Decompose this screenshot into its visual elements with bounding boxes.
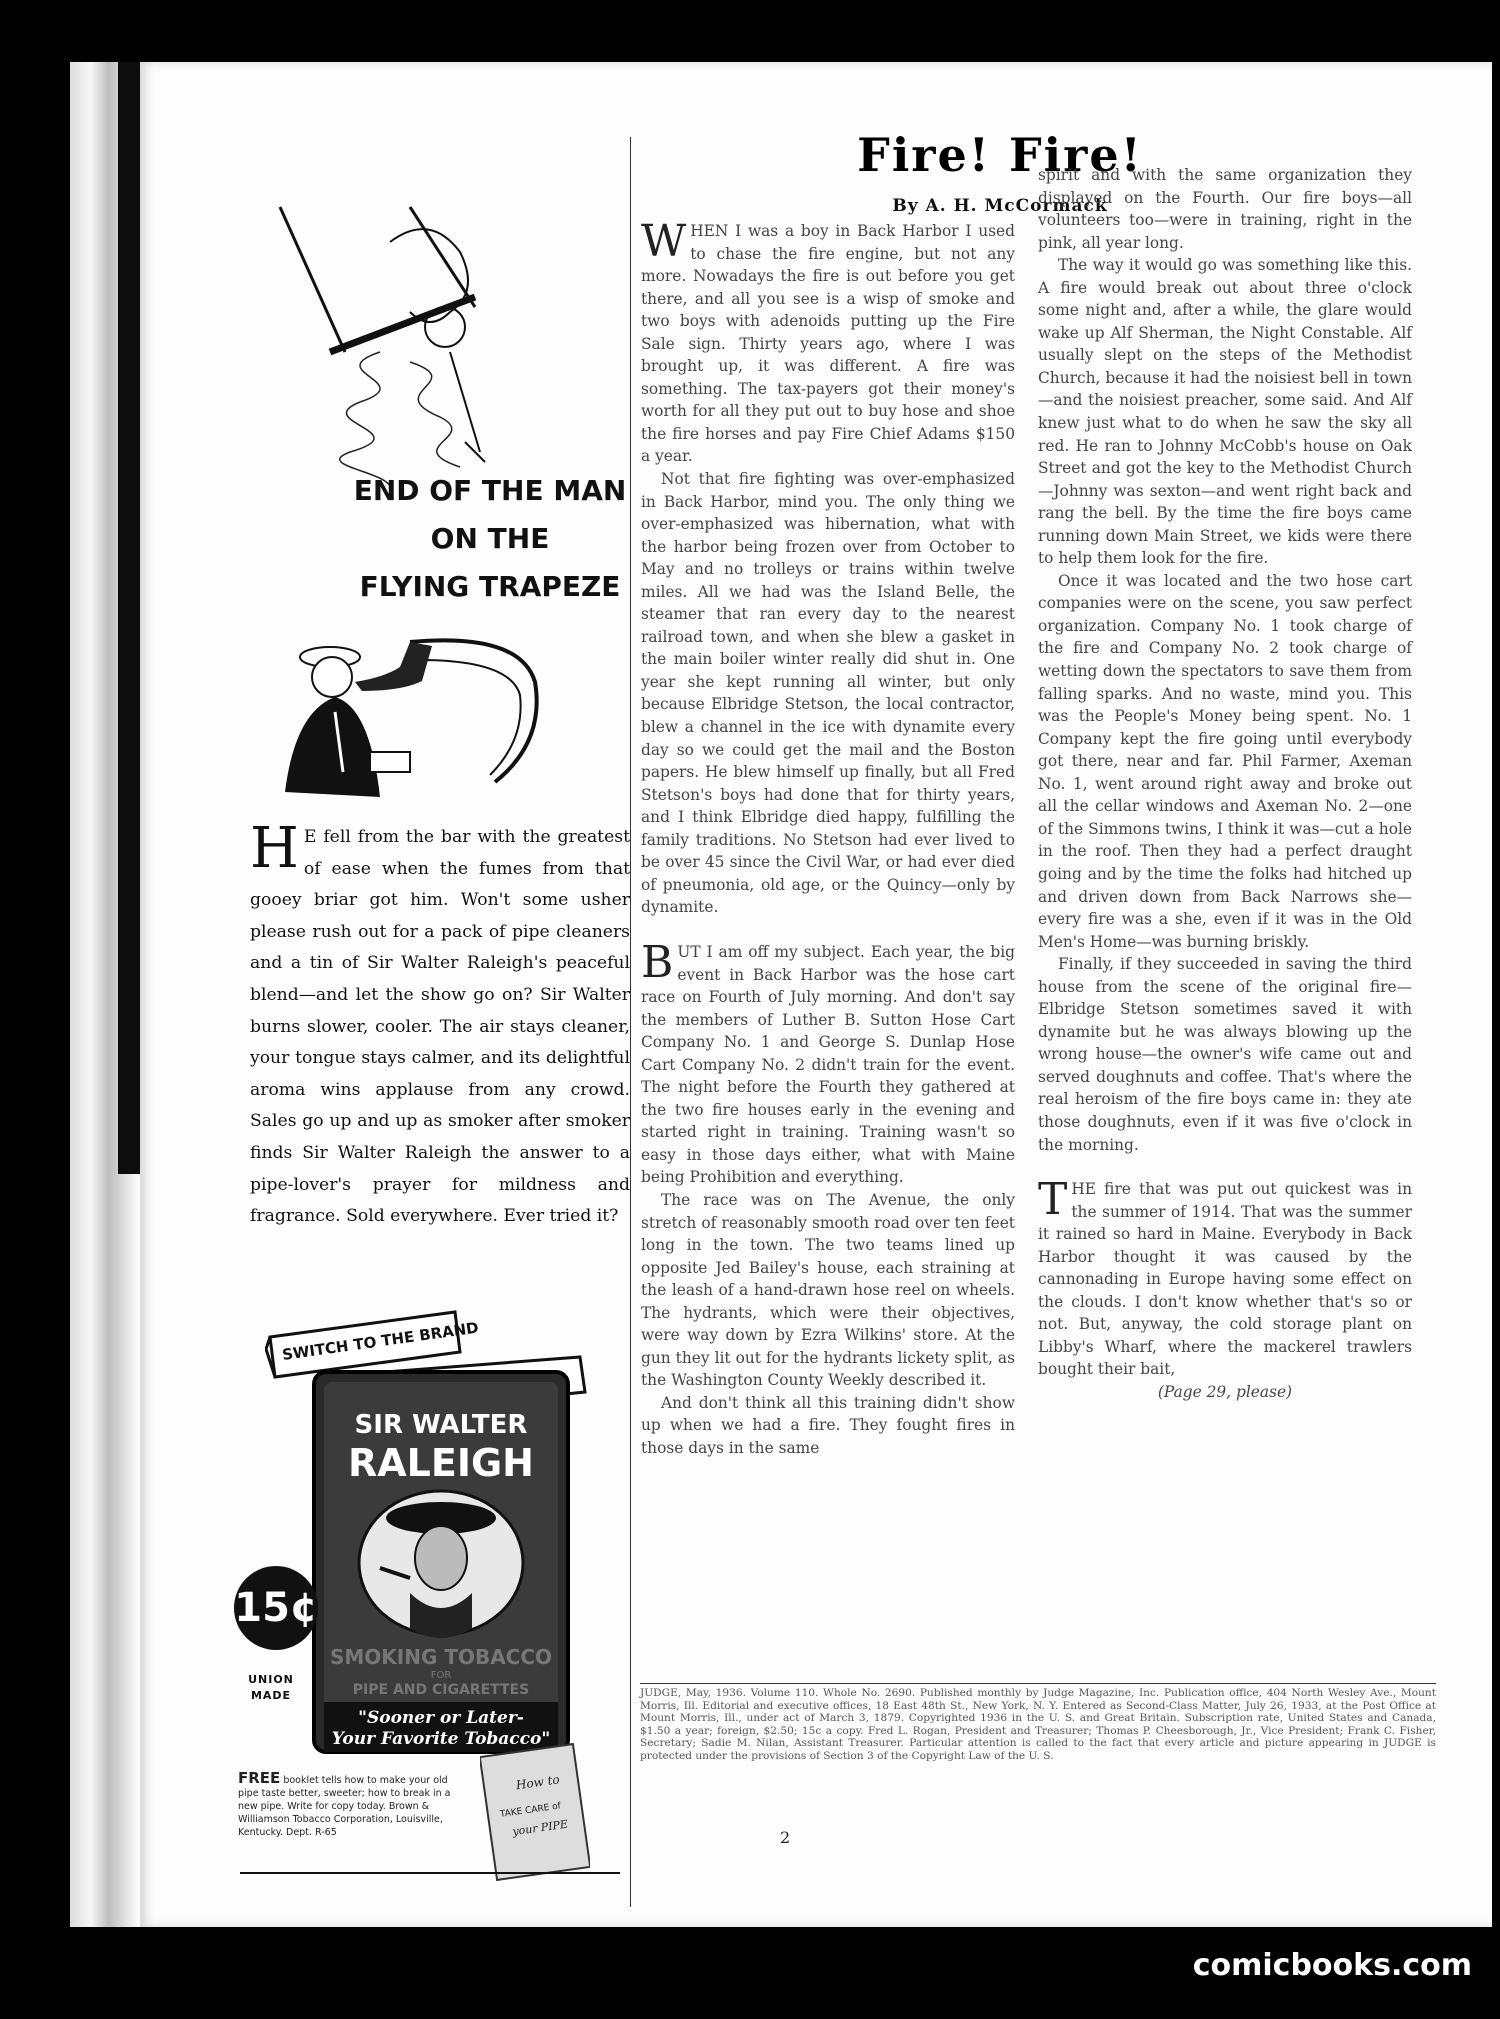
free-offer-text: booklet tells how to make your old pipe taste better, sweeter; how to break in a new pipe. Write for copy today. Brown & Williamson Tobacco Corporation, Louisville, Kentucky. Dept. R-65 — [238, 1775, 451, 1838]
trapeze-illustration — [270, 202, 570, 502]
paragraph-text: Finally, if they succeeded in saving the third house from the scene of the original fire—Elbridge Stetson sometimes saved it with dynamite but he was always blowing up the wrong house—the owner's wife came out and served doughnuts and coffee. That's where the real heroism of the fire boys came in: they ate those doughnuts, even if it was five o'clock in the morning. — [1038, 955, 1412, 1154]
ad-headline-line-3: FLYING TRAPEZE — [359, 570, 621, 603]
paragraph-text: And don't think all this training didn't show up when we had a fire. They fought fires in those days in the same — [641, 1393, 1015, 1457]
dropcap: T — [1038, 1174, 1068, 1226]
tin-slogan-line-2: Your Favorite Tobacco" — [331, 1729, 551, 1749]
paragraph-text: Once it was located and the two hose cart companies were on the scene, you saw perfect organization. Company No. 1 took charge of the fire and Company No. 2 took charge of wetting down the spectators to save them from falling sparks. And no waste, mind you. This was the People's Money being spent. No. 1 Company kept the fire going until everybody got there, near and far. Phil Farmer, Axeman No. 1, went around right away and broke out all the cellar windows and Axeman No. 2—one of the Simmons twins, I think it was—cut a hole in the roof. Then they had a perfect draught going and by the time the folks had hitched up and driven down from Back Narrows she—every fire was a she, even if it was in the Old Men's Home—was burning briskly. — [1038, 571, 1412, 951]
dropcap: B — [641, 936, 674, 988]
article-paragraph — [641, 468, 1015, 919]
tin-name-top: SIR WALTER — [354, 1410, 528, 1440]
tobacco-tin — [310, 1368, 572, 1756]
source-watermark: comicbooks.com — [1192, 1948, 1472, 1983]
free-booklet-offer — [238, 1769, 458, 1839]
booklet-line-3: your PIPE — [511, 1817, 569, 1839]
article-paragraph — [1038, 164, 1412, 254]
paragraph-text: Not that fire fighting was over-emphasized in Back Harbor, mind you. The only thing we over-emphasized was hibernation, what with the harbor being frozen over from October to May and no trolleys or trains within twelve miles. All we had was the Island Belle, the steamer that ran every day to the nearest railroad town, and when she blew a gasket in the main boiler winter really did shut in. One year she kept running all winter, but only because Elbridge Stetson, the local contractor, blew a channel in the ice with dynamite every day so we could get the mail and the Boston papers. He blew himself up finally, but all Fred Stetson's boys had done that for thirty years, and I think Elbridge died happy, fulfilling the family traditions. No Stetson had ever lived to be over 45 since the Civil War, or had ever died of pneumonia, old age, or the Quincy—only by dynamite. — [641, 470, 1015, 917]
paragraph-text: HEN I was a boy in Back Harbor I used to chase the fire engine, but not any more. Nowadays the fire is out before you get there, and all you see is a wisp of smoke and two boys with adenoids putting up the Fire Sale sign. Thirty years ago, where I was brought up, it was different. A fire was something. The tax-payers got their money's worth for all they put out to buy hose and shoe the fire horses and pay Fire Chief Adams $150 a year. — [641, 222, 1015, 466]
paragraph-text: spirit and with the same organization they displayed on the Fourth. Our fire boys—all volunteers too—were in training, right in the pink, all year long. — [1038, 166, 1412, 252]
free-label: FREE — [238, 1769, 281, 1787]
ad-body-text: E fell from the bar with the greatest of ease when the fumes from that gooey briar got him. Won't some usher please rush out for a pack of pipe cleaners and a tin of Sir Walter Raleigh's peaceful blend—and let the show go on? Sir Walter burns slower, cooler. The air stays cleaner, your tongue stays calmer, and its delightful aroma wins applause from any crowd. Sales go up and up as smoker after smoker finds Sir Walter Raleigh the answer to a pipe-lover's prayer for mildness and fragrance. Sold everywhere. Ever tried it? — [250, 827, 630, 1227]
tin-name-bottom: RALEIGH — [348, 1441, 534, 1485]
union-made-label: UNION MADE — [248, 1673, 294, 1702]
booklet-line-2: TAKE CARE of — [499, 1801, 562, 1820]
article-paragraph — [641, 216, 1015, 468]
magazine-page — [140, 62, 1492, 1927]
paragraph-text: UT I am off my subject. Each year, the big event in Back Harbor was the hose cart race on Fourth of July morning. And don't say the members of Luther B. Sutton Hose Cart Company No. 1 and George S. Dunlap Hose Cart Company No. 2 didn't train for the event. The night before the Fourth they gathered at the two fire houses early in the evening and started right in training. Training wasn't so easy in those days either, what with Maine being Prohibition and everything. — [641, 942, 1015, 1187]
tin-slogan-line-1: "Sooner or Later- — [358, 1708, 524, 1728]
article-title: Fire! Fire! — [857, 128, 1143, 182]
article-paragraph — [641, 1189, 1015, 1392]
price-badge: 15¢ — [234, 1566, 318, 1650]
booklet-line-1: How to — [515, 1772, 561, 1793]
tin-use-text: PIPE AND CIGARETTES — [352, 1682, 530, 1698]
tobacco-tin-graphic — [310, 1368, 572, 1756]
ad-headline-line-2: ON THE — [430, 522, 550, 555]
article-paragraph — [641, 936, 1015, 1189]
dropcap: W — [641, 216, 687, 267]
ad-body-copy — [250, 816, 630, 1233]
ad-bottom-rule — [240, 1872, 620, 1874]
continued-on-page-note: (Page 29, please) — [1157, 1382, 1293, 1401]
paragraph-text: HE fire that was put out quickest was in the summer of 1914. That was the summer it rained so hard in Maine. Everybody in Back Harbor thought it was caused by the cannonading in Europe having some effect on the clouds. I don't know whether that's so or not. But, anyway, the cold storage plant on Libby's Wharf, where the mackerel trawlers bought their bait, — [1038, 1180, 1412, 1379]
article-paragraph — [641, 1392, 1015, 1460]
banner-top-text: SWITCH TO THE BRAND — [281, 1318, 480, 1364]
article-paragraph — [1038, 254, 1412, 570]
article-paragraph — [1038, 953, 1412, 1156]
pipe-care-booklet-image — [480, 1742, 590, 1882]
article-paragraph — [1038, 1174, 1412, 1381]
article-byline: By A. H. McCormack — [892, 196, 1108, 216]
ad-dropcap: H — [250, 816, 299, 881]
paragraph-text: The way it would go was something like this. A fire would break out about three o'clock some night and, after a while, the glare would wake up Alf Sherman, the Night Constable. Alf usually slept on the steps of the Methodist Church, because it had the noisiest bell in town—and the noisiest preacher, some said. And Alf knew just what to do when he saw the sky all red. He ran to Johnny McCobb's house on Oak Street and got the key to the Methodist Church —Johnny was sexton—and went right back and rang the bell. By the time the fire boys came running down Main Street, we kids were there to help them look for the fire. — [1038, 256, 1412, 568]
tin-for-text: FOR — [430, 1670, 452, 1681]
publication-masthead-notice: JUDGE, May, 1936. Volume 110. Whole No. 2690. Published monthly by Judge Magazine, Inc. Publication office, 404 North Wesley Ave., Mount Morris, Ill. Editorial and executive offices, 18 East 48th St., New York, N. Y. Entered as Second-Class Matter, July 26, 1933, at the Post Office at Mount Morris, Ill., under act of March 3, 1879. Copyrighted 1936 in the U. S. and Great Britain. Subscription rate, United States and Canada, $1.50 a year; foreign, $2.50; 15c a copy. Fred L. Rogan, President and Treasurer; Thomas P. Cheesborough, Jr., Vice President; Frank C. Fisher, Secretary; Sadie M. Nilan, Assistant Treasurer. Particular attention is called to the fact that every article and picture appearing in JUDGE is protected under the provisions of Section 3 of the Copyright Law of the U. S. — [640, 1683, 1436, 1762]
ad-headline-line-1: END OF THE MAN — [353, 474, 627, 507]
tin-product-text: SMOKING TOBACCO — [329, 1645, 553, 1669]
page-number: 2 — [780, 1828, 791, 1847]
article-column-1 — [641, 216, 1015, 1460]
column-divider — [630, 137, 631, 1907]
paragraph-text: The race was on The Avenue, the only stretch of reasonably smooth road over ten feet long in the town. The two teams lined up opposite Jed Bailey's house, each straining at the leash of a hand-drawn hose reel on wheels. The hydrants, which were their objectives, were way down by Ezra Wilkins' store. At the gun they lit out for the hydrants lickety split, as the Washington County Weekly described it. — [641, 1190, 1015, 1390]
binding-shadow — [118, 62, 140, 1174]
article-column-2 — [1038, 164, 1412, 1404]
article-paragraph — [1038, 570, 1412, 953]
pipe-smoker-illustration — [270, 602, 540, 802]
